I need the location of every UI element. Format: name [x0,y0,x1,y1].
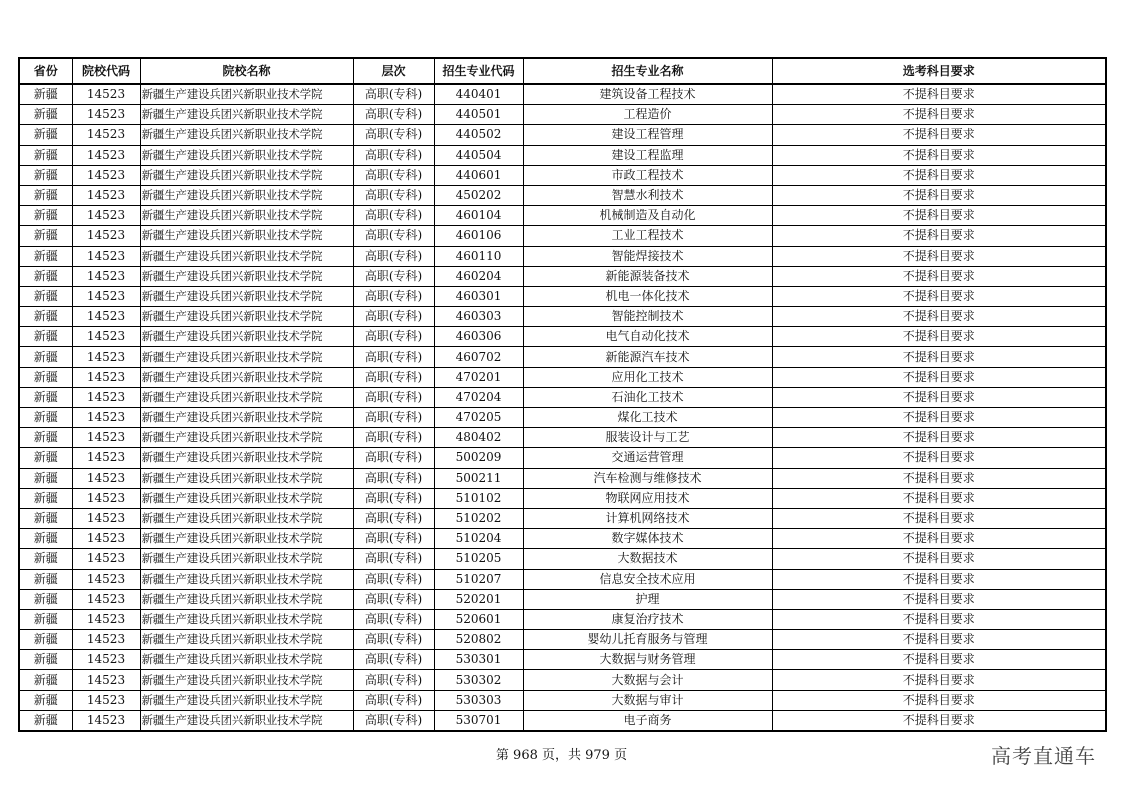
cell-school-code: 14523 [72,468,140,488]
cell-major-name: 大数据技术 [523,549,772,569]
cell-level: 高职(专科) [353,488,434,508]
cell-major-code: 520601 [434,609,523,629]
cell-subject-requirement: 不提科目要求 [772,408,1106,428]
table-row [19,428,1106,448]
cell-school-code: 14523 [72,488,140,508]
cell-school-name: 新疆生产建设兵团兴新职业技术学院 [140,549,353,569]
header-province: 省份 [19,58,72,84]
cell-level: 高职(专科) [353,165,434,185]
cell-major-code: 440501 [434,105,523,125]
cell-level: 高职(专科) [353,286,434,306]
cell-subject-requirement: 不提科目要求 [772,145,1106,165]
cell-province: 新疆 [19,165,72,185]
cell-school-code: 14523 [72,508,140,528]
cell-subject-requirement: 不提科目要求 [772,630,1106,650]
cell-subject-requirement: 不提科目要求 [772,690,1106,710]
table-row [19,630,1106,650]
cell-subject-requirement: 不提科目要求 [772,468,1106,488]
cell-subject-requirement: 不提科目要求 [772,589,1106,609]
cell-major-name: 新能源汽车技术 [523,347,772,367]
cell-province: 新疆 [19,125,72,145]
cell-province: 新疆 [19,307,72,327]
cell-school-name: 新疆生产建设兵团兴新职业技术学院 [140,710,353,731]
cell-school-code: 14523 [72,185,140,205]
cell-province: 新疆 [19,428,72,448]
cell-subject-requirement: 不提科目要求 [772,347,1106,367]
table-row [19,246,1106,266]
cell-level: 高职(专科) [353,428,434,448]
header-major-code: 招生专业代码 [434,58,523,84]
cell-province: 新疆 [19,145,72,165]
cell-school-name: 新疆生产建设兵团兴新职业技术学院 [140,206,353,226]
table-row [19,206,1106,226]
cell-level: 高职(专科) [353,609,434,629]
cell-school-code: 14523 [72,428,140,448]
cell-province: 新疆 [19,286,72,306]
cell-school-name: 新疆生产建设兵团兴新职业技术学院 [140,105,353,125]
cell-subject-requirement: 不提科目要求 [772,670,1106,690]
cell-school-name: 新疆生产建设兵团兴新职业技术学院 [140,367,353,387]
table-row [19,367,1106,387]
header-level: 层次 [353,58,434,84]
table-row [19,347,1106,367]
cell-province: 新疆 [19,650,72,670]
cell-province: 新疆 [19,327,72,347]
cell-school-name: 新疆生产建设兵团兴新职业技术学院 [140,84,353,105]
cell-province: 新疆 [19,266,72,286]
cell-province: 新疆 [19,185,72,205]
cell-major-name: 汽车检测与维修技术 [523,468,772,488]
cell-province: 新疆 [19,448,72,468]
cell-major-name: 机电一体化技术 [523,286,772,306]
cell-major-name: 智慧水利技术 [523,185,772,205]
cell-province: 新疆 [19,589,72,609]
cell-school-code: 14523 [72,448,140,468]
cell-subject-requirement: 不提科目要求 [772,185,1106,205]
table-row [19,165,1106,185]
table-row [19,670,1106,690]
cell-level: 高职(专科) [353,630,434,650]
table-row [19,408,1106,428]
cell-subject-requirement: 不提科目要求 [772,367,1106,387]
cell-province: 新疆 [19,206,72,226]
cell-level: 高职(专科) [353,387,434,407]
cell-school-code: 14523 [72,307,140,327]
table-row [19,125,1106,145]
cell-major-code: 460106 [434,226,523,246]
cell-major-name: 护理 [523,589,772,609]
cell-level: 高职(专科) [353,84,434,105]
cell-major-code: 530701 [434,710,523,731]
cell-province: 新疆 [19,549,72,569]
cell-major-name: 建筑设备工程技术 [523,84,772,105]
cell-school-code: 14523 [72,408,140,428]
header-school-code: 院校代码 [72,58,140,84]
cell-level: 高职(专科) [353,266,434,286]
cell-province: 新疆 [19,226,72,246]
table-row [19,327,1106,347]
cell-school-name: 新疆生产建设兵团兴新职业技术学院 [140,307,353,327]
cell-major-code: 470201 [434,367,523,387]
cell-major-code: 500211 [434,468,523,488]
cell-level: 高职(专科) [353,670,434,690]
cell-level: 高职(专科) [353,185,434,205]
cell-school-code: 14523 [72,327,140,347]
cell-school-name: 新疆生产建设兵团兴新职业技术学院 [140,488,353,508]
cell-school-code: 14523 [72,710,140,731]
cell-school-name: 新疆生产建设兵团兴新职业技术学院 [140,266,353,286]
table-row [19,488,1106,508]
table-row [19,307,1106,327]
cell-major-code: 520201 [434,589,523,609]
cell-school-code: 14523 [72,589,140,609]
cell-level: 高职(专科) [353,408,434,428]
cell-major-code: 460301 [434,286,523,306]
cell-province: 新疆 [19,488,72,508]
cell-level: 高职(专科) [353,710,434,731]
cell-level: 高职(专科) [353,650,434,670]
cell-school-name: 新疆生产建设兵团兴新职业技术学院 [140,145,353,165]
cell-school-name: 新疆生产建设兵团兴新职业技术学院 [140,468,353,488]
cell-school-code: 14523 [72,549,140,569]
cell-school-code: 14523 [72,690,140,710]
cell-level: 高职(专科) [353,569,434,589]
cell-subject-requirement: 不提科目要求 [772,327,1106,347]
cell-major-name: 物联网应用技术 [523,488,772,508]
cell-level: 高职(专科) [353,347,434,367]
cell-major-code: 530301 [434,650,523,670]
cell-province: 新疆 [19,710,72,731]
table-row [19,529,1106,549]
cell-level: 高职(专科) [353,327,434,347]
cell-major-code: 480402 [434,428,523,448]
cell-major-code: 500209 [434,448,523,468]
cell-subject-requirement: 不提科目要求 [772,609,1106,629]
cell-subject-requirement: 不提科目要求 [772,710,1106,731]
cell-province: 新疆 [19,690,72,710]
cell-school-code: 14523 [72,246,140,266]
cell-major-code: 460303 [434,307,523,327]
cell-level: 高职(专科) [353,690,434,710]
cell-school-code: 14523 [72,84,140,105]
cell-major-name: 市政工程技术 [523,165,772,185]
cell-major-code: 530302 [434,670,523,690]
cell-school-name: 新疆生产建设兵团兴新职业技术学院 [140,185,353,205]
table-row [19,569,1106,589]
cell-province: 新疆 [19,408,72,428]
cell-school-name: 新疆生产建设兵团兴新职业技术学院 [140,650,353,670]
cell-major-code: 440502 [434,125,523,145]
cell-subject-requirement: 不提科目要求 [772,266,1106,286]
table-row [19,266,1106,286]
cell-major-name: 计算机网络技术 [523,508,772,528]
table-row [19,690,1106,710]
cell-province: 新疆 [19,609,72,629]
cell-subject-requirement: 不提科目要求 [772,84,1106,105]
cell-major-code: 440504 [434,145,523,165]
cell-province: 新疆 [19,569,72,589]
cell-level: 高职(专科) [353,448,434,468]
cell-subject-requirement: 不提科目要求 [772,206,1106,226]
cell-subject-requirement: 不提科目要求 [772,650,1106,670]
cell-school-code: 14523 [72,105,140,125]
cell-school-name: 新疆生产建设兵团兴新职业技术学院 [140,347,353,367]
cell-level: 高职(专科) [353,226,434,246]
table-row [19,185,1106,205]
cell-level: 高职(专科) [353,206,434,226]
cell-province: 新疆 [19,387,72,407]
cell-major-name: 新能源装备技术 [523,266,772,286]
cell-major-code: 450202 [434,185,523,205]
cell-school-code: 14523 [72,266,140,286]
header-major-name: 招生专业名称 [523,58,772,84]
table-header-row [19,58,1106,84]
cell-major-code: 520802 [434,630,523,650]
cell-province: 新疆 [19,246,72,266]
table-row [19,508,1106,528]
table-body [19,84,1106,731]
cell-school-code: 14523 [72,125,140,145]
cell-major-code: 460204 [434,266,523,286]
cell-level: 高职(专科) [353,145,434,165]
cell-major-name: 应用化工技术 [523,367,772,387]
cell-major-name: 服装设计与工艺 [523,428,772,448]
cell-school-name: 新疆生产建设兵团兴新职业技术学院 [140,387,353,407]
table-row [19,84,1106,105]
cell-major-name: 信息安全技术应用 [523,569,772,589]
table-row [19,468,1106,488]
cell-major-name: 交通运营管理 [523,448,772,468]
cell-major-name: 智能焊接技术 [523,246,772,266]
cell-major-name: 工程造价 [523,105,772,125]
cell-major-name: 智能控制技术 [523,307,772,327]
cell-level: 高职(专科) [353,549,434,569]
cell-school-name: 新疆生产建设兵团兴新职业技术学院 [140,286,353,306]
cell-subject-requirement: 不提科目要求 [772,387,1106,407]
cell-school-name: 新疆生产建设兵团兴新职业技术学院 [140,609,353,629]
cell-level: 高职(专科) [353,125,434,145]
cell-subject-requirement: 不提科目要求 [772,508,1106,528]
cell-school-name: 新疆生产建设兵团兴新职业技术学院 [140,690,353,710]
cell-level: 高职(专科) [353,508,434,528]
cell-subject-requirement: 不提科目要求 [772,549,1106,569]
cell-subject-requirement: 不提科目要求 [772,105,1106,125]
admissions-table [18,57,1107,732]
cell-major-code: 510202 [434,508,523,528]
cell-major-name: 机械制造及自动化 [523,206,772,226]
cell-major-code: 470205 [434,408,523,428]
cell-subject-requirement: 不提科目要求 [772,226,1106,246]
cell-subject-requirement: 不提科目要求 [772,286,1106,306]
page-number: 第 968 页，共 979 页 [495,748,628,763]
cell-subject-requirement: 不提科目要求 [772,529,1106,549]
cell-province: 新疆 [19,347,72,367]
cell-school-name: 新疆生产建设兵团兴新职业技术学院 [140,508,353,528]
table-row [19,387,1106,407]
cell-major-name: 建设工程管理 [523,125,772,145]
table-row [19,549,1106,569]
cell-subject-requirement: 不提科目要求 [772,428,1106,448]
cell-major-code: 530303 [434,690,523,710]
cell-major-name: 婴幼儿托育服务与管理 [523,630,772,650]
table-row [19,650,1106,670]
cell-school-code: 14523 [72,670,140,690]
cell-province: 新疆 [19,508,72,528]
cell-school-name: 新疆生产建设兵团兴新职业技术学院 [140,165,353,185]
cell-subject-requirement: 不提科目要求 [772,165,1106,185]
cell-major-code: 510204 [434,529,523,549]
cell-major-name: 工业工程技术 [523,226,772,246]
cell-school-code: 14523 [72,630,140,650]
cell-major-name: 电气自动化技术 [523,327,772,347]
watermark: 高考直通车 [991,744,1096,768]
cell-school-code: 14523 [72,165,140,185]
cell-subject-requirement: 不提科目要求 [772,488,1106,508]
cell-school-code: 14523 [72,609,140,629]
cell-major-name: 康复治疗技术 [523,609,772,629]
cell-school-code: 14523 [72,145,140,165]
cell-major-name: 数字媒体技术 [523,529,772,549]
cell-province: 新疆 [19,468,72,488]
cell-school-name: 新疆生产建设兵团兴新职业技术学院 [140,630,353,650]
cell-school-name: 新疆生产建设兵团兴新职业技术学院 [140,125,353,145]
cell-school-name: 新疆生产建设兵团兴新职业技术学院 [140,529,353,549]
cell-subject-requirement: 不提科目要求 [772,125,1106,145]
table-row [19,145,1106,165]
table-row [19,448,1106,468]
header-school-name: 院校名称 [140,58,353,84]
cell-major-code: 440401 [434,84,523,105]
cell-major-name: 电子商务 [523,710,772,731]
cell-province: 新疆 [19,105,72,125]
cell-school-name: 新疆生产建设兵团兴新职业技术学院 [140,569,353,589]
cell-level: 高职(专科) [353,589,434,609]
cell-major-name: 大数据与财务管理 [523,650,772,670]
table-row [19,589,1106,609]
cell-subject-requirement: 不提科目要求 [772,448,1106,468]
cell-school-code: 14523 [72,387,140,407]
cell-major-code: 440601 [434,165,523,185]
cell-level: 高职(专科) [353,307,434,327]
cell-major-name: 建设工程监理 [523,145,772,165]
cell-level: 高职(专科) [353,105,434,125]
cell-school-code: 14523 [72,569,140,589]
cell-school-name: 新疆生产建设兵团兴新职业技术学院 [140,589,353,609]
cell-province: 新疆 [19,367,72,387]
cell-major-name: 大数据与会计 [523,670,772,690]
cell-school-name: 新疆生产建设兵团兴新职业技术学院 [140,428,353,448]
admissions-table-container [18,57,1105,732]
cell-major-name: 石油化工技术 [523,387,772,407]
cell-school-code: 14523 [72,226,140,246]
cell-province: 新疆 [19,84,72,105]
cell-school-name: 新疆生产建设兵团兴新职业技术学院 [140,246,353,266]
cell-school-code: 14523 [72,206,140,226]
cell-major-name: 大数据与审计 [523,690,772,710]
table-row [19,710,1106,731]
cell-school-code: 14523 [72,286,140,306]
cell-school-name: 新疆生产建设兵团兴新职业技术学院 [140,226,353,246]
cell-province: 新疆 [19,670,72,690]
cell-school-name: 新疆生产建设兵团兴新职业技术学院 [140,670,353,690]
cell-major-name: 煤化工技术 [523,408,772,428]
cell-level: 高职(专科) [353,468,434,488]
cell-school-code: 14523 [72,347,140,367]
cell-school-code: 14523 [72,650,140,670]
cell-major-code: 510102 [434,488,523,508]
cell-level: 高职(专科) [353,246,434,266]
cell-major-code: 470204 [434,387,523,407]
cell-major-code: 510205 [434,549,523,569]
cell-province: 新疆 [19,630,72,650]
cell-school-code: 14523 [72,367,140,387]
cell-subject-requirement: 不提科目要求 [772,307,1106,327]
table-row [19,286,1106,306]
cell-major-code: 460702 [434,347,523,367]
cell-province: 新疆 [19,529,72,549]
cell-major-code: 510207 [434,569,523,589]
cell-level: 高职(专科) [353,529,434,549]
header-subject-requirement: 选考科目要求 [772,58,1106,84]
cell-school-name: 新疆生产建设兵团兴新职业技术学院 [140,327,353,347]
cell-major-code: 460306 [434,327,523,347]
cell-school-name: 新疆生产建设兵团兴新职业技术学院 [140,448,353,468]
cell-major-code: 460110 [434,246,523,266]
cell-school-name: 新疆生产建设兵团兴新职业技术学院 [140,408,353,428]
table-row [19,105,1106,125]
table-row [19,609,1106,629]
cell-school-code: 14523 [72,529,140,549]
cell-subject-requirement: 不提科目要求 [772,246,1106,266]
cell-subject-requirement: 不提科目要求 [772,569,1106,589]
cell-major-code: 460104 [434,206,523,226]
cell-level: 高职(专科) [353,367,434,387]
table-row [19,226,1106,246]
